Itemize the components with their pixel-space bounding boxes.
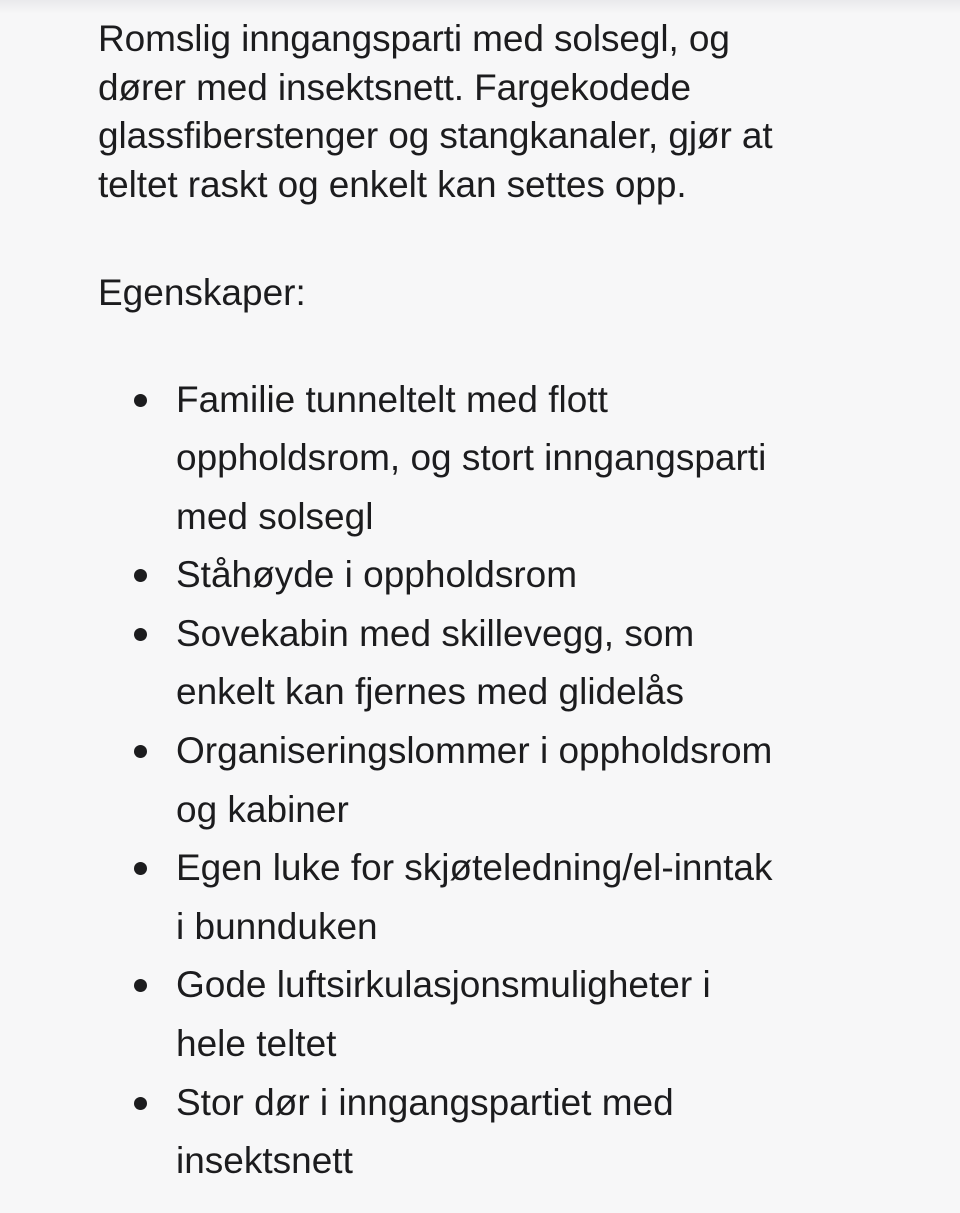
- list-item: [98, 546, 868, 605]
- intro-line: glassfiberstenger og stangkanaler, gjør at: [98, 115, 773, 156]
- list-item: [98, 839, 868, 956]
- list-item-line: Stor dør i inngangspartiet med: [176, 1081, 674, 1123]
- list-item-line: Ståhøyde i oppholdsrom: [176, 554, 578, 596]
- bullet-icon: [134, 569, 147, 582]
- list-item: [98, 956, 868, 1073]
- list-item-line: oppholdsrom, og stort inngangsparti: [176, 437, 767, 479]
- top-edge-shadow: [0, 0, 960, 14]
- bullet-icon: [134, 1097, 147, 1110]
- list-item-line: Gode luftsirkulasjonsmuligheter i: [176, 964, 711, 1006]
- bullet-icon: [134, 394, 147, 407]
- product-description: [98, 15, 868, 1191]
- bullet-icon: [134, 745, 147, 758]
- intro-paragraph: [98, 15, 868, 209]
- list-item-line: og kabiner: [176, 788, 349, 830]
- list-item: [98, 722, 868, 839]
- list-item: [98, 605, 868, 722]
- intro-line: teltet raskt og enkelt kan settes opp.: [98, 163, 687, 205]
- list-item-line: insektsnett: [176, 1140, 353, 1182]
- intro-line: Romslig inngangsparti med solsegl, og: [98, 18, 730, 59]
- bullet-icon: [134, 628, 147, 641]
- list-item-line: i bunnduken: [176, 905, 378, 947]
- bullet-icon: [134, 862, 147, 875]
- list-item-line: Familie tunneltelt med flott: [176, 378, 608, 420]
- list-item-line: Organiseringslommer i oppholdsrom: [176, 730, 773, 772]
- features-heading: Egenskaper:: [98, 272, 306, 313]
- list-item-line: Sovekabin med skillevegg, som: [176, 612, 695, 654]
- list-item-line: med solsegl: [176, 495, 374, 537]
- list-item: [98, 371, 868, 547]
- list-item-line: Egen luke for skjøteledning/el-inntak: [176, 847, 773, 889]
- intro-line: dører med insektsnett. Fargekodede: [98, 66, 692, 108]
- features-list: [98, 371, 868, 1191]
- bullet-icon: [134, 979, 147, 992]
- list-item-line: hele teltet: [176, 1023, 337, 1065]
- list-item-line: enkelt kan fjernes med glidelås: [176, 671, 685, 713]
- list-item: [98, 1074, 868, 1191]
